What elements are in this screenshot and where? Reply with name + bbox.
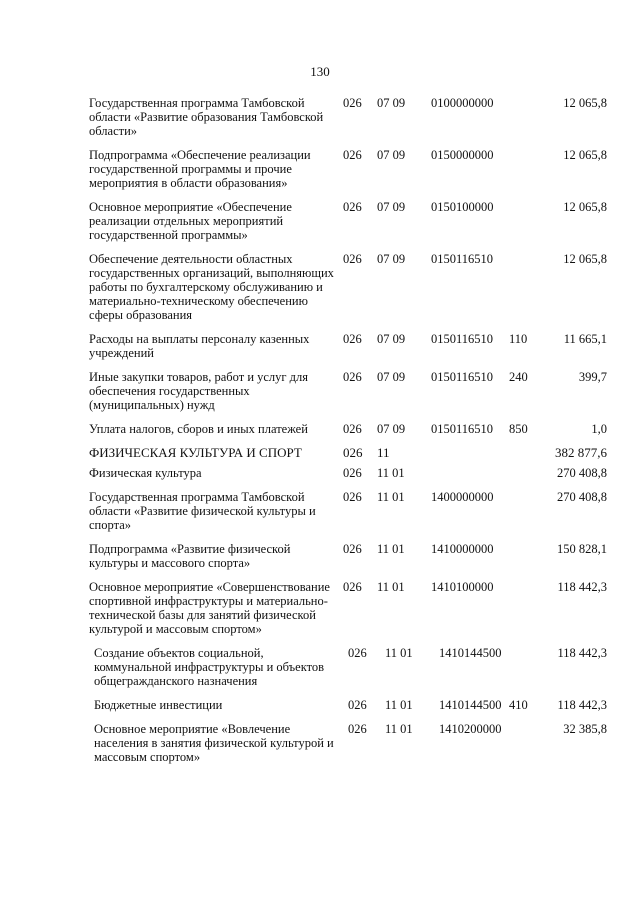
row-name: Основное мероприятие «Совершенствование спортивной инфраструктуры и материально-технической базы для занятий физической культурой и массовым спортом» <box>89 580 330 636</box>
row-rz: 11 01 <box>377 542 405 556</box>
row-sum: 399,7 <box>578 370 607 384</box>
row-csr: 1410200000 <box>439 722 502 736</box>
row-grbs: 026 <box>343 445 363 460</box>
row-vr <box>509 148 543 200</box>
row-csr: 0150116510 <box>431 370 494 384</box>
row-csr: 0150116510 <box>431 252 494 266</box>
table-row <box>89 466 607 490</box>
row-csr: 1410144500 <box>439 646 502 660</box>
row-sum: 382 877,6 <box>555 445 607 460</box>
row-vr <box>509 542 543 580</box>
row-rz: 11 <box>377 445 390 460</box>
table-row <box>89 542 607 580</box>
table-row <box>89 148 607 200</box>
row-grbs: 026 <box>343 490 362 504</box>
row-csr <box>431 446 509 466</box>
row-grbs: 026 <box>343 580 362 594</box>
row-sum: 32 385,8 <box>563 722 607 736</box>
row-grbs: 026 <box>343 332 362 346</box>
row-csr: 0150116510 <box>431 332 494 346</box>
row-vr <box>509 200 543 252</box>
row-sum: 12 065,8 <box>563 96 607 110</box>
row-csr: 0150116510 <box>431 422 494 436</box>
row-rz: 11 01 <box>377 490 405 504</box>
row-rz: 11 01 <box>385 646 413 660</box>
row-rz: 07 09 <box>377 332 406 346</box>
row-sum: 270 408,8 <box>557 466 607 480</box>
row-sum: 12 065,8 <box>563 252 607 266</box>
row-csr: 1410100000 <box>431 580 494 594</box>
page-number: 130 <box>310 64 330 79</box>
row-sum: 270 408,8 <box>557 490 607 504</box>
budget-table <box>89 96 607 774</box>
row-sum: 150 828,1 <box>557 542 607 556</box>
table-row <box>89 580 607 646</box>
row-csr: 0150100000 <box>431 200 494 214</box>
row-grbs: 026 <box>343 422 362 436</box>
row-name: Физическая культура <box>89 466 202 480</box>
row-vr <box>509 466 543 490</box>
table-row <box>89 646 607 698</box>
row-vr: 240 <box>509 370 528 384</box>
row-sum: 118 442,3 <box>557 646 607 660</box>
row-name: Подпрограмма «Обеспечение реализации государственной программы и прочие мероприятия в области образования» <box>89 148 311 190</box>
row-sum: 12 065,8 <box>563 200 607 214</box>
row-name: Основное мероприятие «Вовлечение населения в занятия физической культурой и массовым спортом» <box>94 722 334 764</box>
row-name: Государственная программа Тамбовской области «Развитие физической культуры и спорта» <box>89 490 316 532</box>
row-rz: 07 09 <box>377 148 406 162</box>
row-csr: 1400000000 <box>431 490 494 504</box>
row-vr <box>509 722 543 774</box>
row-name: Уплата налогов, сборов и иных платежей <box>89 422 308 436</box>
row-name: Подпрограмма «Развитие физической культуры и массового спорта» <box>89 542 291 570</box>
row-name: Государственная программа Тамбовской области «Развитие образования Тамбовской области» <box>89 96 324 138</box>
row-grbs: 026 <box>348 646 367 660</box>
row-vr: 410 <box>509 698 528 712</box>
table-row <box>89 200 607 252</box>
row-rz: 07 09 <box>377 200 406 214</box>
row-vr <box>509 96 543 148</box>
row-vr: 850 <box>509 422 528 436</box>
row-csr: 1410144500 <box>439 698 502 712</box>
table-row <box>89 252 607 332</box>
row-vr <box>509 646 543 698</box>
row-grbs: 026 <box>343 200 362 214</box>
row-grbs: 026 <box>343 252 362 266</box>
row-csr: 1410000000 <box>431 542 494 556</box>
table-row <box>89 490 607 542</box>
row-name: Основное мероприятие «Обеспечение реализации отдельных мероприятий государственной программы» <box>89 200 292 242</box>
row-grbs: 026 <box>348 698 367 712</box>
row-name: Создание объектов социальной, коммунальной инфраструктуры и объектов общегражданского назначения <box>94 646 325 688</box>
table-row <box>89 722 607 774</box>
row-sum: 12 065,8 <box>563 148 607 162</box>
row-grbs: 026 <box>343 542 362 556</box>
row-sum: 11 665,1 <box>563 332 607 346</box>
row-rz: 07 09 <box>377 252 406 266</box>
row-grbs: 026 <box>343 96 362 110</box>
row-rz: 11 01 <box>377 466 405 480</box>
row-vr <box>509 490 543 542</box>
row-grbs: 026 <box>343 466 362 480</box>
row-vr <box>509 252 543 332</box>
section-header-row <box>89 446 607 466</box>
row-grbs: 026 <box>348 722 367 736</box>
table-row <box>89 370 607 422</box>
row-rz: 07 09 <box>377 96 406 110</box>
table-row <box>89 698 607 722</box>
row-sum: 1,0 <box>591 422 607 436</box>
row-sum: 118 442,3 <box>557 698 607 712</box>
row-name: Расходы на выплаты персоналу казенных учреждений <box>89 332 310 360</box>
row-rz: 11 01 <box>385 698 413 712</box>
row-vr <box>509 580 543 646</box>
row-csr: 0100000000 <box>431 96 494 110</box>
row-rz: 11 01 <box>377 580 405 594</box>
row-rz: 11 01 <box>385 722 413 736</box>
row-rz: 07 09 <box>377 422 406 436</box>
row-name: Обеспечение деятельности областных государственных организаций, выполняющих работы по бухгалтерскому обслуживанию и материально-техническому обеспечению сферы образования <box>89 252 334 322</box>
row-vr <box>509 446 543 466</box>
row-grbs: 026 <box>343 148 362 162</box>
table-row <box>89 96 607 148</box>
row-grbs: 026 <box>343 370 362 384</box>
row-sum: 118 442,3 <box>557 580 607 594</box>
row-csr <box>431 466 509 490</box>
row-csr: 0150000000 <box>431 148 494 162</box>
table-row <box>89 332 607 370</box>
row-name: Иные закупки товаров, работ и услуг для обеспечения государственных (муниципальных) нужд <box>89 370 309 412</box>
table-row <box>89 422 607 446</box>
row-vr: 110 <box>509 332 528 346</box>
section-title: ФИЗИЧЕСКАЯ КУЛЬТУРА И СПОРТ <box>89 445 302 460</box>
row-rz: 07 09 <box>377 370 406 384</box>
row-name: Бюджетные инвестиции <box>94 698 223 712</box>
